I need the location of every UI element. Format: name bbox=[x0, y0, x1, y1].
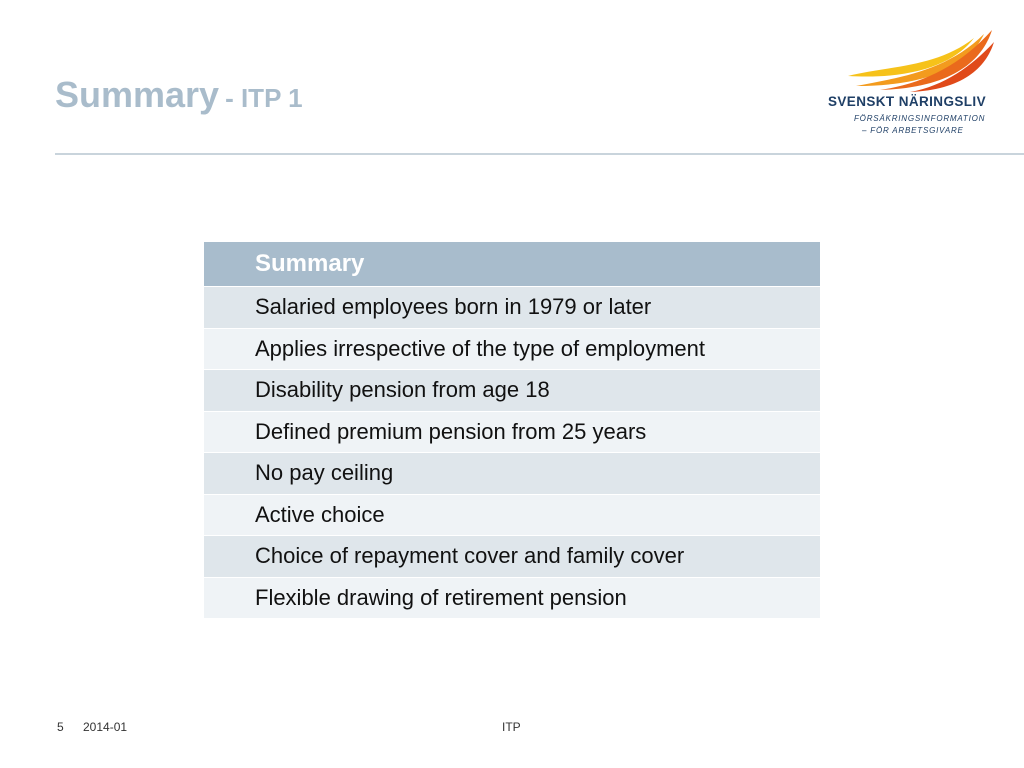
logo-tagline-1: FÖRSÄKRINGSINFORMATION bbox=[854, 114, 986, 123]
page-title bbox=[55, 74, 303, 116]
swoosh-logo-icon bbox=[846, 28, 996, 94]
table-row: Active choice bbox=[204, 494, 820, 536]
table-row: Applies irrespective of the type of employment bbox=[204, 328, 820, 370]
table-row: Choice of repayment cover and family cover bbox=[204, 535, 820, 577]
table-row: Salaried employees born in 1979 or later bbox=[204, 286, 820, 328]
table-row: Disability pension from age 18 bbox=[204, 369, 820, 411]
table-header: Summary bbox=[204, 242, 820, 286]
title-divider bbox=[55, 153, 1024, 155]
table-row: Flexible drawing of retirement pension bbox=[204, 577, 820, 619]
summary-table bbox=[204, 242, 820, 618]
footer-date: 2014-01 bbox=[83, 720, 128, 734]
table-row: No pay ceiling bbox=[204, 452, 820, 494]
footer-page-number: 5 bbox=[57, 720, 64, 734]
logo-brand-text: SVENSKT NÄRINGSLIV bbox=[828, 94, 986, 109]
company-logo bbox=[826, 28, 996, 140]
table-row: Defined premium pension from 25 years bbox=[204, 411, 820, 453]
page-title-main: Summary bbox=[55, 74, 220, 115]
logo-tagline-2: – FÖR ARBETSGIVARE bbox=[862, 126, 964, 135]
page-title-sub: - ITP 1 bbox=[225, 83, 303, 113]
footer-center-text: ITP bbox=[502, 720, 521, 734]
